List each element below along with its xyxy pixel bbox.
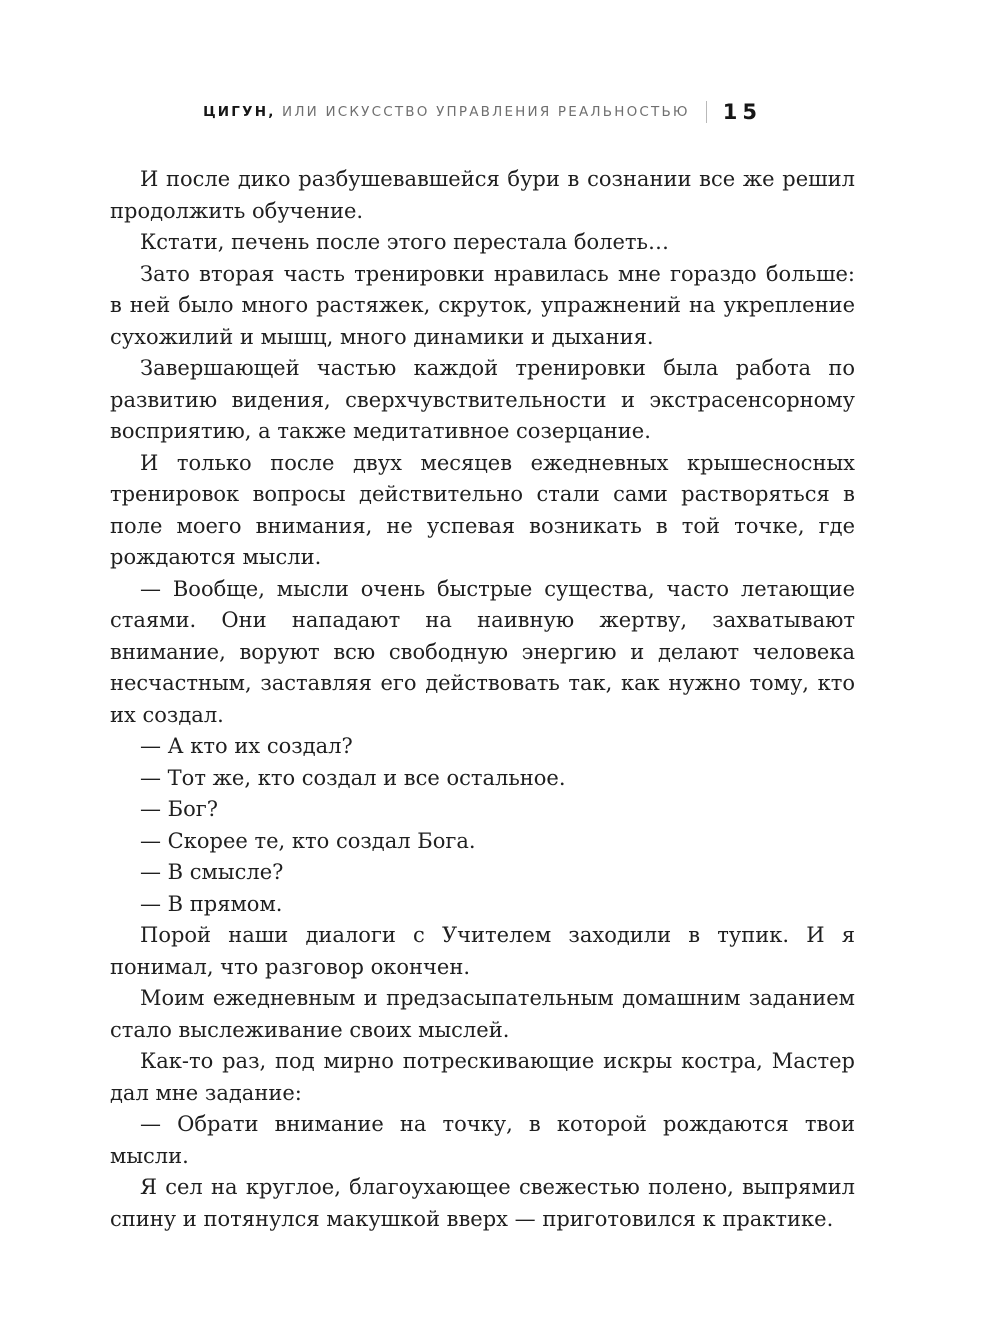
paragraph: Моим ежедневным и предзасыпательным домашним заданием стало выслеживание своих мыслей.: [110, 986, 855, 1042]
running-header: [110, 100, 855, 124]
chapter-title-bold: ЦИГУН,: [203, 104, 276, 120]
paragraph: Порой наши диалоги с Учителем заходили в тупик. И я понимал, что разговор окончен.: [110, 923, 855, 979]
paragraph: — А кто их создал?: [140, 734, 353, 758]
paragraph: — Бог?: [140, 797, 219, 821]
paragraph: — Вообще, мысли очень быстрые существа, часто летающие стаями. Они нападают на наивную жертву, захватывают внимание, воруют всю свободную энергию и делают человека несчастным, заставляя его действовать так, как нужно тому, кто их создал.: [110, 576, 855, 727]
paragraph: — Скорее те, кто создал Бога.: [140, 828, 476, 853]
paragraph: Завершающей частью каждой тренировки была работа по развитию видения, сверхчувствительности и экстрасенсорному восприятию, а также медитативное созерцание.: [110, 356, 855, 443]
paragraph: Кстати, печень после этого перестала болеть…: [140, 230, 669, 254]
chapter-title-rest: ИЛИ ИСКУССТВО УПРАВЛЕНИЯ РЕАЛЬНОСТЬЮ: [275, 104, 690, 120]
paragraph: — Обрати внимание на точку, в которой рождаются твои мысли.: [110, 1112, 855, 1168]
paragraph: — В смысле?: [140, 860, 284, 884]
page-number: 15: [722, 100, 762, 124]
paragraph: И после дико разбушевавшейся бури в сознании все же решил продолжить обучение.: [110, 167, 855, 223]
header-divider: [706, 101, 707, 123]
paragraph: Зато вторая часть тренировки нравилась мне гораздо больше: в ней было много растяжек, скруток, упражнений на укрепление сухожилий и мышц, много динамики и дыхания.: [110, 261, 855, 349]
chapter-title: [203, 104, 690, 120]
paragraph: Я сел на круглое, благоухающее свежестью полено, выпрямил спину и потянулся макушкой вверх — приготовился к практике.: [110, 1175, 855, 1231]
paragraph: Как-то раз, под мирно потрескивающие искры костра, Мастер дал мне задание:: [110, 1049, 855, 1105]
page-body: [110, 164, 855, 1235]
paragraph: — Тот же, кто создал и все остальное.: [140, 765, 566, 790]
paragraph: — В прямом.: [140, 891, 283, 916]
paragraph: И только после двух месяцев ежедневных крышесносных тренировок вопросы действительно стали сами растворяться в поле моего внимания, не успевая возникать в той точке, где рождаются мысли.: [110, 450, 855, 569]
